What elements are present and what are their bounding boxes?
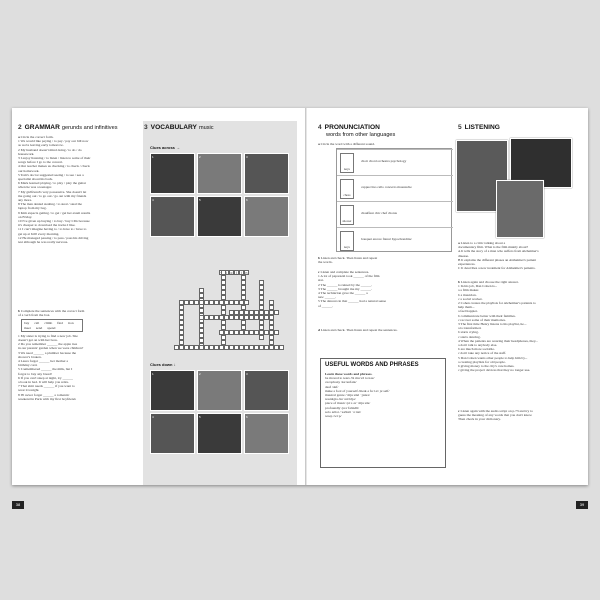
pronunciation-words: choir chord orchestra psychology [361, 159, 407, 163]
grammar-b-instruction-2: of a verb from the box. [18, 313, 51, 318]
listening-a-option: A It tells the story of a man who suffers from Alzheimer's [458, 249, 539, 254]
grammar-a-item: any more. [18, 198, 32, 203]
pronunciation-row [337, 175, 453, 201]
listening-photo-3 [496, 180, 544, 238]
down-photo-number: 4 [152, 414, 154, 419]
pron-c-item: 4 The technician gave the ______ a [318, 291, 368, 296]
listening-b-item: b a musician. [458, 292, 477, 297]
crossword-cell [254, 330, 259, 335]
across-photo [150, 153, 195, 194]
grammar-b-list [18, 334, 136, 401]
listening-b-item: c don't take any notice of the staff. [458, 351, 507, 356]
crossword-example-letter: n [245, 271, 248, 275]
pron-exercise-b: b Listen and check. Then listen and repeat the words. [318, 256, 446, 264]
pronunciation-heading [318, 124, 380, 131]
down-photo [244, 413, 289, 454]
grammar-a-item: housework. [18, 151, 35, 156]
pron-c-item: 1 A lot of paparazzi took ______ of the film [318, 274, 380, 279]
verb-box-word: meet [24, 325, 31, 330]
pronunciation-title: PRONUNCIATION [324, 124, 380, 131]
listening-title: LISTENING [464, 124, 500, 131]
sound-picture-icon: chess [340, 179, 354, 199]
grammar-a-item: 11 I can't imagine having to / to have to / have to [18, 227, 87, 232]
listening-b-item: c giving the project devices that they no longer use. [458, 368, 531, 373]
grammar-b-item: weekend in Paris with my first boyfriend. [18, 396, 77, 401]
grammar-a-item: 9 Kim expects getting / to get / get her exam results [18, 210, 91, 215]
grammar-a-item: 4 Our teacher makes us checking / to check / check [18, 164, 90, 169]
useful-word-item: cacophony /kəˈkɒfəni/ [325, 380, 357, 385]
listening-b-item: 5 Dan Cohen wants other people to help him by... [458, 355, 528, 360]
pron-c-instruction: Listen and complete the sentences. [320, 270, 370, 274]
crossword-cell [244, 300, 249, 305]
across-photo-number: 3 [246, 154, 248, 159]
grammar-a-item: 3 I enjoy listening / to listen / listen to some of their [18, 156, 91, 161]
listening-a-option: B It explains the different phases an Alzheimer's patient [458, 257, 537, 262]
useful-word-item: solo artist /ˈsəʊləʊ ˈɑːtɪst/ [325, 409, 362, 414]
grammar-a-item: specialist about his back. [18, 177, 53, 182]
sound-picture-icon: keys [340, 153, 354, 173]
across-photo-number: 6 [246, 197, 248, 202]
listening-b-item: 1 In his job, Dan Cohen is... [458, 284, 498, 289]
listening-c-instruction-2: guess the meaning of any words that you don't know. [458, 413, 533, 418]
down-photo [197, 370, 242, 411]
across-photo [244, 153, 289, 194]
down-photo-number: 6 [246, 414, 248, 419]
grammar-subtitle: gerunds and infinitives [61, 125, 118, 131]
grammar-a-item: when he was a teenager. [18, 185, 52, 190]
listening-exercise-c: c Listen again with the audio script on p.73 and try to guess the meaning of any words that you don't know. Then check in your dictionary. [458, 409, 582, 422]
listening-b-instruction: Listen again and choose the right answer. [460, 280, 519, 284]
grammar-b-item: 3 We need ______ a plumber because the [18, 350, 77, 355]
grammar-b-item: birthday card. [18, 363, 38, 368]
useful-word-item: profoundly /prəˈfaʊndli/ [325, 405, 360, 410]
listening-b-item: a is transformed. [458, 326, 482, 331]
listening-b-item: c a social worker. [458, 296, 483, 301]
grammar-a-item: 7 My girlfriend's very possessive. She doesn't let [18, 189, 87, 194]
grammar-a-item: on Friday. [18, 214, 33, 219]
listening-b-item: a creating playlists for old people. [458, 359, 506, 364]
grammar-b-item: 4 Laura forgot ______ her mother a [18, 359, 69, 364]
listening-b-item: c starts dancing. [458, 334, 481, 339]
grammar-exercise-b: b Complete the sentences with the correct form of a verb from the box. buy call climb find iron meet send spend 1 My sister is trying to find a new job. She doesn't get on with her boss. 2 Do you remember ______ the apple tree in our parents' garden when we were children? 3 We need ______ a plumber because the shower's broken. 4 Laura forgot ______ her mother a birthday card. 5 I remembered ______ the milk, but I forgot to buy any bread! 6 If you can't sleep at night, try ______ a book in bed. It will help you relax. 7 That shirt needs ______ if you want to wear it tonight. 8 I'll never forget ______ a romantic weekend in Paris with my first boyfriend. [18, 309, 136, 401]
useful-words-title: USEFUL WORDS AND PHRASES [325, 362, 419, 368]
page-fold [305, 108, 307, 485]
grammar-a-list [18, 139, 136, 244]
useful-list [325, 376, 443, 418]
useful-word-item: musical genre /ˈmjuːzɪkl ˈʒɒnrə/ [325, 393, 371, 398]
vocabulary-title: VOCABULARY [150, 124, 197, 131]
across-photo [197, 153, 242, 194]
pronunciation-words: chauffeur chic chef chorus [361, 211, 397, 215]
listening-b-item: a a film maker. [458, 288, 479, 293]
down-photo-number: 2 [199, 371, 201, 376]
down-photo-number: 3 [246, 371, 248, 376]
crossword-cell [264, 330, 269, 335]
crossword-cell [274, 310, 279, 315]
grammar-title: GRAMMAR [24, 124, 60, 131]
listening-a-instruction: Listen to a critic talking about a [460, 241, 506, 245]
listening-c-instruction-3: Then check in your dictionary. [458, 417, 501, 422]
crossword-cell [254, 315, 259, 320]
crossword-grid [159, 270, 285, 350]
pronunciation-subtitle: words from other languages [326, 132, 396, 138]
listening-a-list [458, 249, 582, 270]
grammar-a-item: songs before I go to the concert. [18, 160, 63, 165]
grammar-b-item: 6 If you can't sleep at night, try ______ [18, 375, 73, 380]
pronunciation-table [336, 148, 452, 252]
crossword-cell [259, 335, 264, 340]
listening-exercise-b: b Listen again and choose the right answer. 1 In his job, Dan Cohen is... a a film maker. b a musician. c a social worker. 2 Cohen creates the playlists for Alzheimer's patients to help them... a feel happier. b communicate better with their families. c recover some of their memories. 3 The first time Henry listens to his playlist, he... a is transformed. b starts crying. c starts dancing. 4 When the patients are wearing their headphones, they... a don't talk to anybody else. b are much more sociable. c don't take any notice of the staff. 5 Dan Cohen wants other people to help him by... a creating playlists for old people. b giving money to the city's care homes. c giving the project devices that they no longer use. [458, 280, 582, 372]
grammar-a-item: our homework. [18, 168, 40, 173]
page-number-left: 38 [12, 501, 24, 509]
useful-word-item: be moved to tears /bi muːvd tə tɪəz/ [325, 376, 375, 381]
pron-c-item: 2 The ______ is ruined by the ______. [318, 282, 373, 287]
crossword-example-letter: l [234, 270, 239, 275]
grammar-a-item: 10 I've given up buying / to buy / buy CDs because [18, 219, 90, 224]
pron-exercise-c: c Listen and complete the sentences. 1 A lot of paparazzi took ______ of the film star. 2 The ______ is ruined by the ______. 3 The ______ brought me my ______. 4 The technician gave the ______ a new ______. 5 The dancers in that ______ had a natural sense of ______. [318, 270, 446, 308]
grammar-a-item: 6 Mark learned playing / to play / play the guitar [18, 181, 87, 186]
grammar-a-item: me going out / to go out / go out with my friends [18, 193, 87, 198]
grammar-a-item: laptop from my bag. [18, 206, 47, 211]
useful-words-box [320, 358, 446, 468]
textbook-spread [12, 108, 588, 507]
listening-a-option: experiences. [458, 262, 476, 267]
grammar-b-item: 7 That shirt needs ______ if you want to [18, 384, 75, 389]
pronunciation-words: cappuccino cello concerto moustache [361, 185, 412, 189]
grammar-number: 2 [18, 124, 22, 131]
grammar-a-item: as we're leaving early tomorrow. [18, 143, 64, 148]
crossword-example-letter: o [230, 271, 233, 275]
pronunciation-words: bouquet encore fiancé hypochondriac [361, 237, 412, 241]
verb-box-word: climb [44, 321, 53, 326]
listening-b-item: b giving money to the city's care homes. [458, 364, 515, 369]
down-photo [244, 370, 289, 411]
pronunciation-row [337, 227, 453, 253]
listening-a-instruction-2: documentary film. What is the film mainly about? [458, 245, 529, 250]
grammar-b-item: 1 My sister is trying to find a new job. She [18, 333, 78, 338]
grammar-b-item: shower's broken. [18, 354, 42, 359]
page-number-right: 39 [576, 501, 588, 509]
grammar-a-item: 2 My husband doesn't mind doing / to do / do [18, 147, 82, 152]
crossword-cell [254, 310, 259, 315]
down-photo [150, 413, 195, 454]
grammar-b-item: wear it tonight. [18, 388, 40, 393]
grammar-a-item: 5 Tom's doctor suggested seeing / to see / see a [18, 172, 84, 177]
crossword-example-letter: i [224, 270, 229, 275]
vocabulary-number: 3 [144, 124, 148, 131]
useful-words-lead: Learn these words and phrases. [325, 372, 373, 376]
crossword-cell [279, 345, 284, 350]
pron-d-instruction: Listen and check. Then listen and repeat the sentences. [320, 328, 398, 332]
verb-box-word: iron [67, 321, 74, 326]
listening-b-item: 4 When the patients are wearing their headphones, they... [458, 338, 538, 343]
across-photo [150, 196, 195, 237]
grammar-b-item: in our parents' garden when we were children? [18, 346, 84, 351]
listening-b-item: b are much more sociable. [458, 347, 495, 352]
sound-picture-icon: keys [340, 231, 354, 251]
pron-c-item: star. [318, 278, 324, 283]
useful-word-item: deaf /def/ [325, 384, 339, 389]
useful-word-item: make a fool of yourself /meɪk ə fuːl əv jəˈself/ [325, 388, 390, 393]
grammar-a-item: get up at 6.00 every morning. [18, 231, 60, 236]
down-photo-number: 5 [199, 414, 201, 419]
clues-down-label [150, 362, 176, 367]
crossword-cell [264, 315, 269, 320]
pron-c-item: 5 The dancers in that ______ had a natural sense [318, 299, 387, 304]
pronunciation-row [337, 201, 453, 227]
down-photo-number: 1 [152, 371, 154, 376]
listening-b-item: b starts crying. [458, 330, 479, 335]
crossword-example-letter: i [239, 270, 244, 275]
pron-b-instruction: Listen and check. Then listen and repeat [320, 256, 378, 260]
grammar-b-item: 2 Do you remember ______ the apple tree [18, 342, 78, 347]
listening-a-option: C It describes a new treatment for Alzheimer's patients. [458, 266, 536, 271]
listening-b-item: 3 The first time Henry listens to his playlist, he... [458, 322, 527, 327]
pron-exercise-d: d Listen and check. Then listen and repeat the sentences. [318, 328, 398, 332]
across-photo [244, 196, 289, 237]
vocabulary-heading [144, 124, 214, 131]
listening-b-item: b communicate better with their families. [458, 313, 516, 318]
pron-b-instruction-2: the words. [318, 260, 333, 265]
listening-b-item: 2 Cohen creates the playlists for Alzheimer's patients to [458, 301, 536, 306]
grammar-a-item: test although he was really nervous. [18, 240, 69, 245]
grammar-a-instruction: Circle the correct form. [20, 135, 54, 139]
across-photo-number: 1 [152, 154, 154, 159]
listening-c-instruction: Listen again with the audio script on p.73 and try to [460, 409, 533, 413]
grammar-b-item: a book in bed. It will help you relax. [18, 380, 69, 385]
clues-across-label [150, 145, 180, 150]
listening-b-item: a feel happier. [458, 309, 478, 314]
grammar-a-item: 1 We would like paying / to pay / pay our bill now [18, 139, 89, 144]
grammar-b-item: 5 I remembered ______ the milk, but I [18, 367, 73, 372]
arrow-down-icon: ↓ [173, 362, 176, 367]
across-photo-number: 2 [199, 154, 201, 159]
useful-word-item: weep /wiːp/ [325, 414, 342, 419]
clues-down-text: Clues down [150, 362, 173, 367]
listening-a-option: disease. [458, 253, 469, 258]
pronunciation-number: 4 [318, 124, 322, 131]
crossword-cell [264, 310, 269, 315]
listening-number: 5 [458, 124, 462, 131]
verb-box-word: call [34, 321, 40, 326]
grammar-heading [18, 124, 118, 131]
pron-c-item: of ______. [318, 303, 334, 308]
arrow-right-icon: → [176, 145, 181, 150]
pron-c-item: new ______. [318, 295, 337, 300]
listening-exercise-a: a Listen to a critic talking about a documentary film. What is the film mainly about? A It tells the story of a man who suffers from Alzheimer's disease. B It explains the different phases an Alzheimer's patient experiences. C It describes a new treatment for Alzheimer's patients. [458, 241, 582, 270]
down-photo [197, 413, 242, 454]
grammar-b-item: 8 I'll never forget ______ a romantic [18, 392, 70, 397]
grammar-exercise-a: a Circle the correct form. 1 We would like paying / to pay / pay our bill now as we're leaving early tomorrow. 2 My husband doesn't mind doing / to do / do housework. 3 I enjoy listening / to listen / listen to some of their songs before I go to the concert. 4 Our teacher makes us checking / to check / check our homework. 5 Tom's doctor suggested seeing / to see / see a specialist about his back. 6 Mark learned playing / to play / play the guitar when he was a teenager. 7 My girlfriend's very possessive. She doesn't let me going out / to go out / go out with my friends any more. 8 The man denied stealing / to steal / steal the laptop from my bag. 9 Kim expects getting / to get / get her exam results on Friday. 10 I've given up buying / to buy / buy CDs because it's cheaper to download the tracks I like. 11 I can't imagine having to / to have to / have to get up at 6.00 every morning. 12 He managed passing / to pass / pass his driving test although he was really nervous. [18, 135, 136, 244]
listening-b-list [458, 284, 582, 372]
across-photo-number: 4 [152, 197, 154, 202]
sound-picture-icon: shower [340, 205, 354, 225]
verb-box [21, 319, 83, 331]
pron-exercise-a: a Circle the word with a different sound. [318, 142, 375, 146]
grammar-a-item: 8 The man denied stealing / to steal / steal the [18, 202, 82, 207]
listening-b-item: c recover some of their memories. [458, 317, 506, 322]
grammar-b-instruction: Complete the sentences with the correct form [20, 309, 85, 313]
grammar-a-item: it's cheaper to download the tracks I like. [18, 223, 76, 228]
down-photo [150, 370, 195, 411]
grammar-a-item: 12 He managed passing / to pass / pass his driving [18, 235, 89, 240]
useful-words-list [325, 372, 443, 418]
across-photo-number: 5 [199, 197, 201, 202]
crossword-cell [264, 345, 269, 350]
verb-box-word: spend [47, 325, 56, 330]
verb-box-word: buy [24, 321, 30, 326]
vocabulary-subtitle: music [198, 125, 214, 131]
clues-across-text: Clues across [150, 145, 175, 150]
grammar-b-item: forgot to buy any bread! [18, 371, 52, 376]
pron-c-list [318, 274, 446, 308]
verb-box-word: find [57, 321, 63, 326]
pron-c-item: 3 The ______ brought me my ______. [318, 286, 372, 291]
pron-a-instruction: Circle the word with a different sound. [320, 142, 375, 146]
listening-b-item: a don't talk to anybody else. [458, 343, 498, 348]
pronunciation-row [337, 149, 453, 175]
crossword-cell [274, 330, 279, 335]
across-photo [197, 196, 242, 237]
listening-heading [458, 124, 500, 131]
verb-box-word: send [35, 325, 43, 330]
listening-b-item: help them... [458, 305, 475, 310]
grammar-b-item: doesn't get on with her boss. [18, 338, 58, 343]
useful-word-item: nostalgia /nɒˈstældʒə/ [325, 397, 356, 402]
useful-word-item: piece of music /piːs əv ˈmjuːzɪk/ [325, 401, 371, 406]
